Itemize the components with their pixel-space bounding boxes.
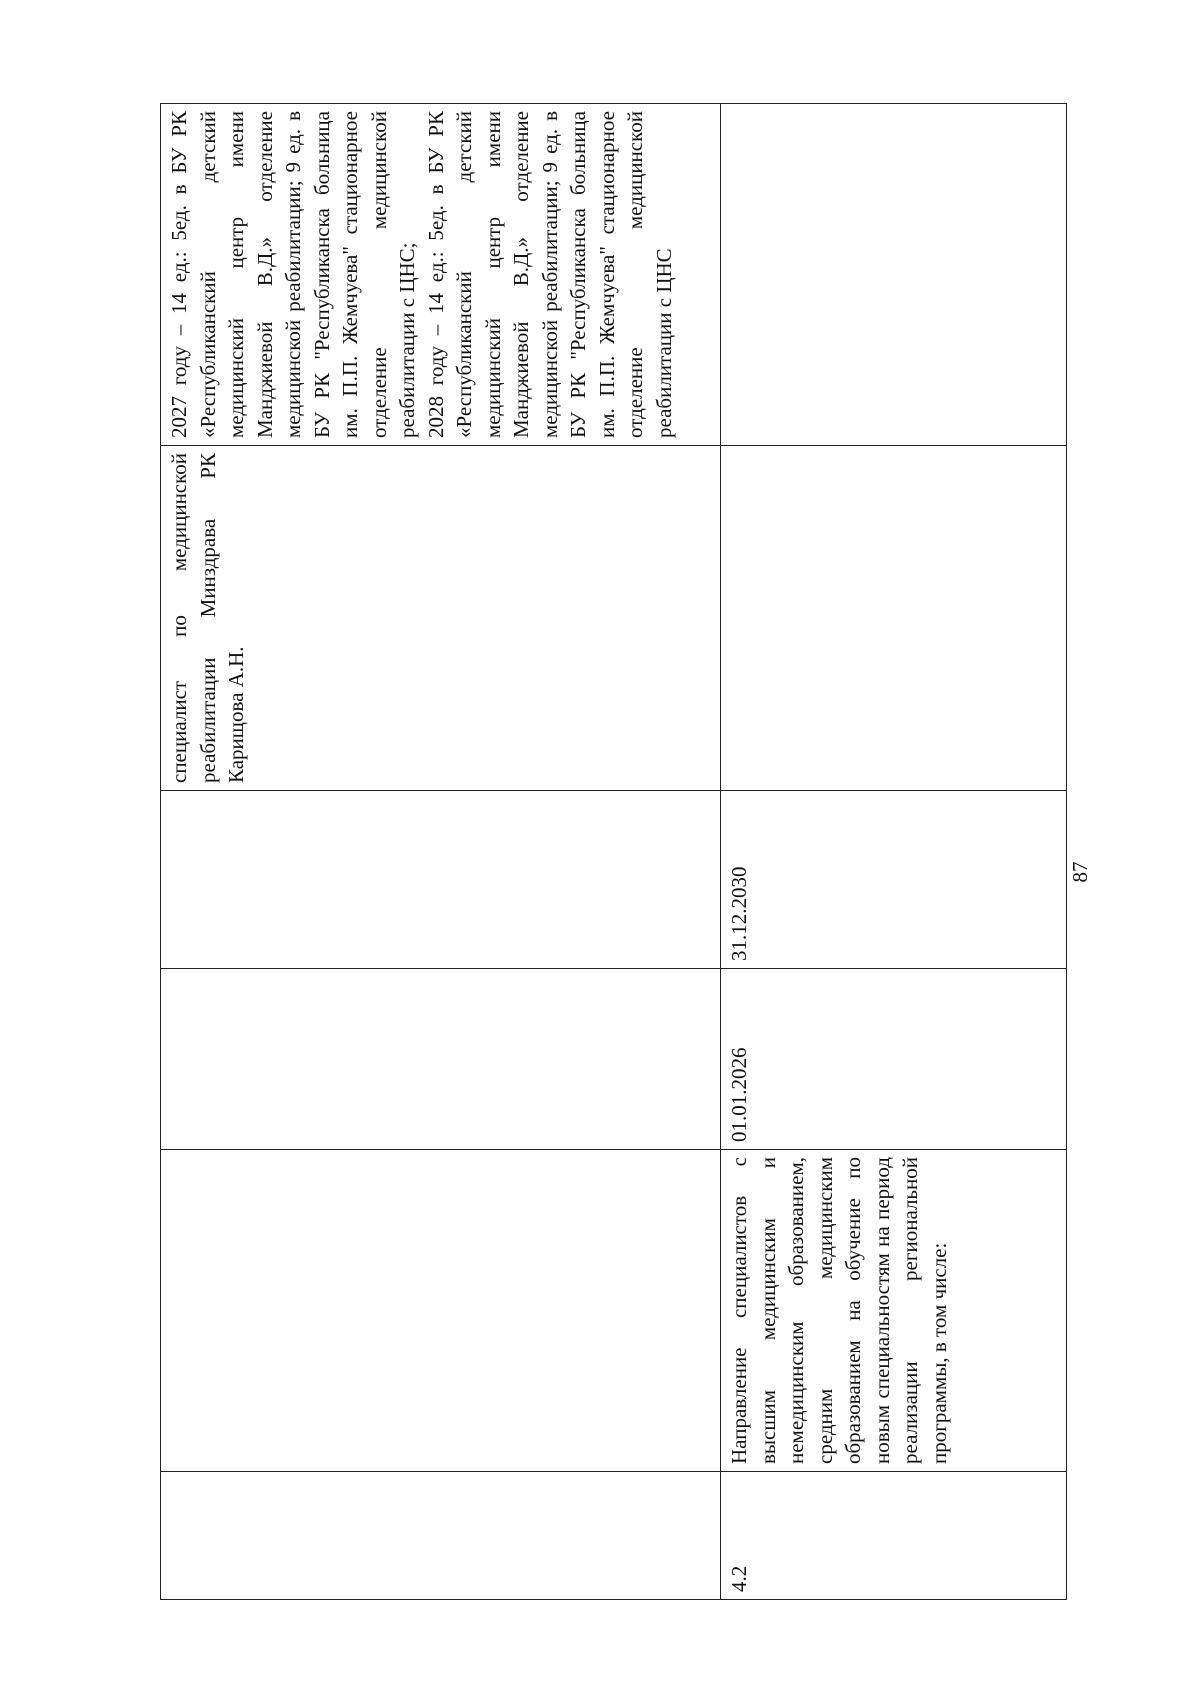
page-number: 87 (1068, 861, 1092, 883)
cell-end-date (161, 791, 721, 969)
cell-number (161, 1472, 721, 1600)
table-row (161, 104, 721, 1600)
cell-start-date (161, 969, 721, 1150)
cell-end-date: 31.12.2030 (721, 791, 1067, 969)
cell-responsible: специалист по медицинской реабилитации Минздрава РК Карищова А.Н. (161, 446, 721, 791)
cell-number: 4.2 (721, 1472, 1067, 1600)
activity-table (160, 103, 1067, 1600)
cell-result (721, 104, 1067, 446)
cell-activity-name: Направление специалистов с высшим медицинским и немедицинским образованием, средним медицинским образованием на обучение по новым специальностям на период реализации региональной программы, в том числе: (721, 1150, 1067, 1472)
cell-start-date: 01.01.2026 (721, 969, 1067, 1150)
rotated-table-stage (160, 104, 1066, 1600)
cell-result: 2027 году – 14 ед.: 5ед. в БУ РК «Республиканский детский медицинский центр имени Манджиевой В.Д.» отделение медицинской реабилитации; 9 ед. в БУ РК "Республиканска больница им. П.П. Жемчуева" стационарное отделение медицинской реабилитации с ЦНС; 2028 году – 14 ед.: 5ед. в БУ РК «Республиканский детский медицинский центр имени Манджиевой В.Д.» отделение медицинской реабилитации; 9 ед. в БУ РК "Республиканска больница им. П.П. Жемчуева" стационарное отделение медицинской реабилитации с ЦНС (161, 104, 721, 446)
cell-activity-name (161, 1150, 721, 1472)
cell-responsible (721, 446, 1067, 791)
table-row (721, 104, 1067, 1600)
